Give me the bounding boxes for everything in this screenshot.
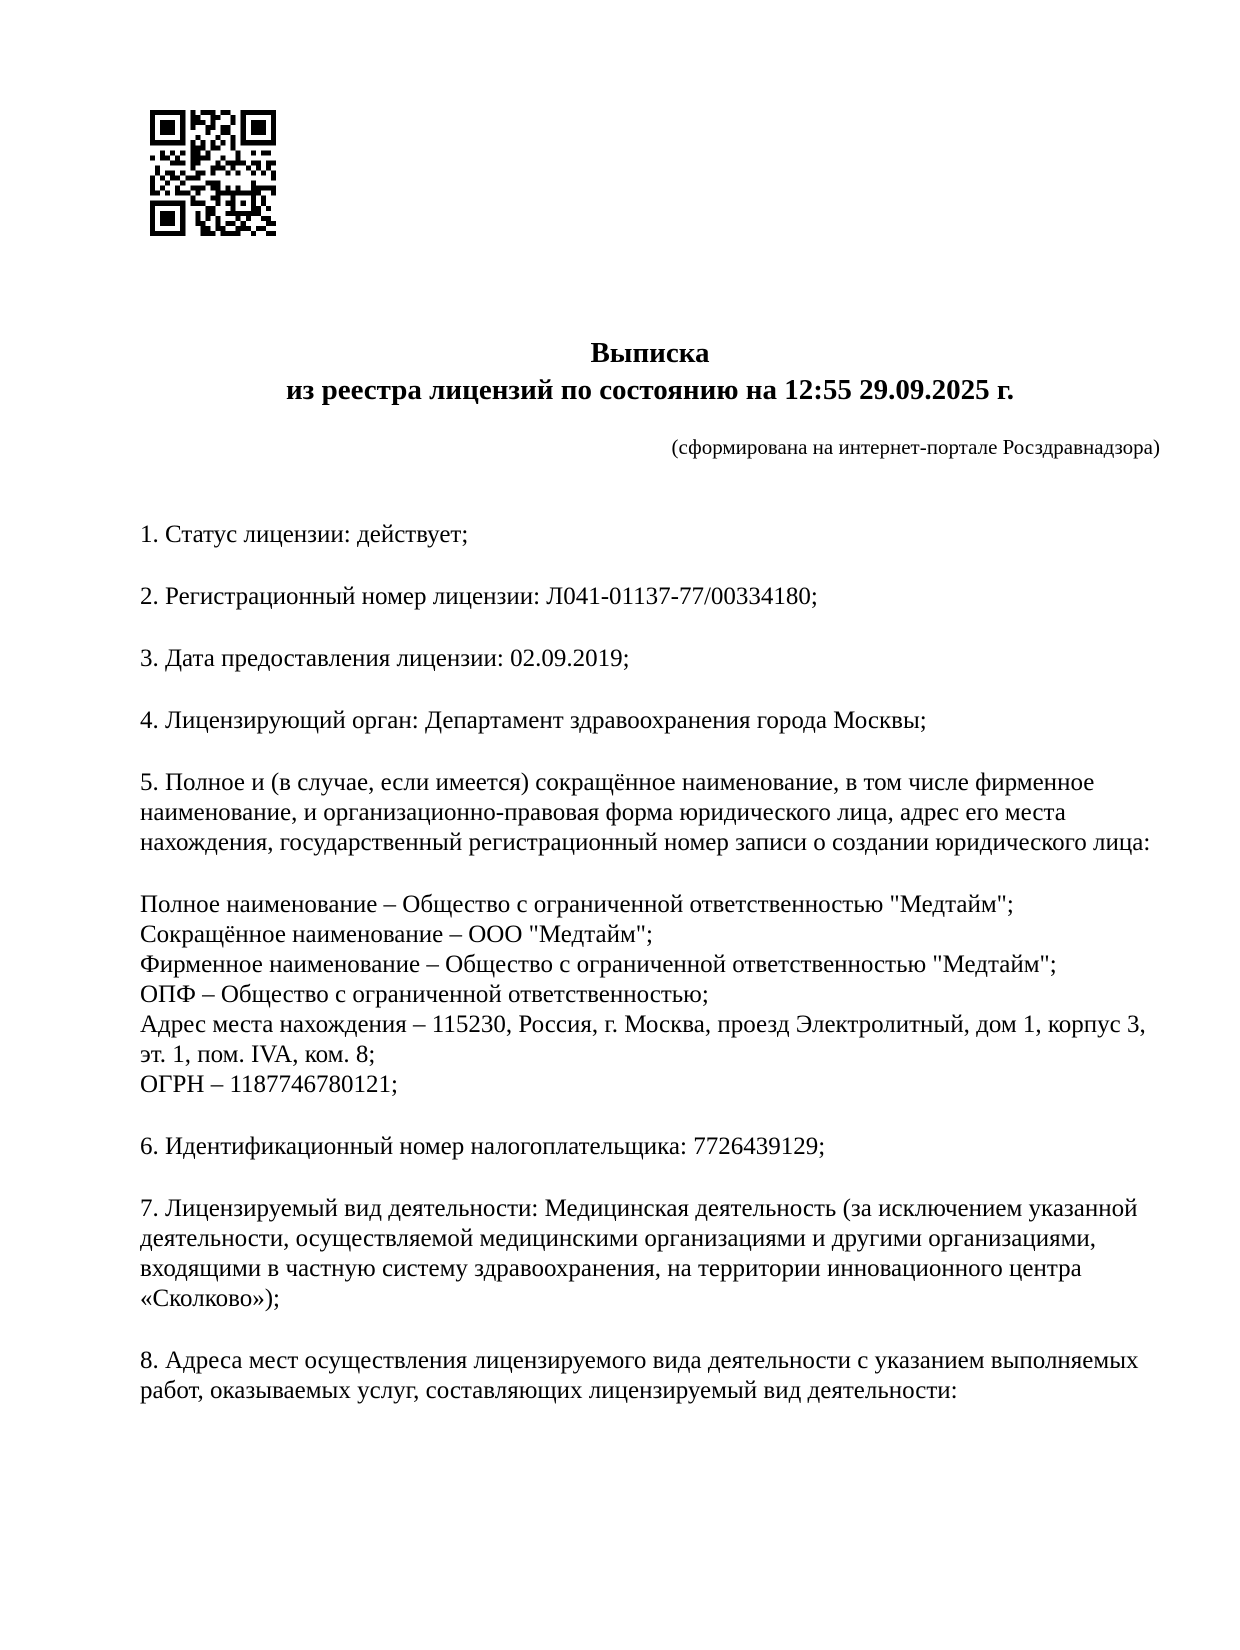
text-line: 6. Идентификационный номер налогоплательщика: 7726439129; <box>140 1133 826 1160</box>
title-line-2: из реестра лицензий по состоянию на 12:55 29.09.2025 г. <box>285 374 1015 406</box>
paragraph <box>140 520 1160 550</box>
text-line: Фирменное наименование – Общество с ограниченной ответственностью "Медтайм"; <box>140 951 1057 978</box>
qr-code-icon <box>150 110 276 236</box>
text-line: деятельности, осуществляемой медицинскими организациями и другими организациями, <box>140 1225 1097 1252</box>
text-line: ОПФ – Общество с ограниченной ответственностью; <box>140 981 709 1008</box>
text-line: 2. Регистрационный номер лицензии: Л041-01137-77/00334180; <box>140 583 818 610</box>
text-line: работ, оказываемых услуг, составляющих лицензируемый вид деятельности: <box>140 1377 958 1404</box>
text-line: Полное наименование – Общество с ограниченной ответственностью "Медтайм"; <box>140 891 1014 918</box>
text-line: 4. Лицензирующий орган: Департамент здравоохранения города Москвы; <box>140 707 927 734</box>
document-subtitle: (сформирована на интернет-портале Росздравнадзора) <box>671 435 1160 459</box>
text-line: 3. Дата предоставления лицензии: 02.09.2019; <box>140 645 630 672</box>
document-body <box>140 520 1160 1406</box>
paragraph <box>140 582 1160 612</box>
text-line: ОГРН – 1187746780121; <box>140 1071 398 1098</box>
qr-code-image <box>150 110 276 236</box>
paragraph <box>140 706 1160 736</box>
title-line-1: Выписка <box>590 337 710 369</box>
text-line: нахождения, государственный регистрационный номер записи о создании юридического лица: <box>140 829 1151 856</box>
paragraph <box>140 1132 1160 1162</box>
paragraph <box>140 890 1160 1100</box>
paragraph <box>140 1194 1160 1314</box>
text-line: эт. 1, пом. IVA, ком. 8; <box>140 1041 376 1068</box>
text-line: 5. Полное и (в случае, если имеется) сокращённое наименование, в том числе фирменное <box>140 769 1095 796</box>
text-line: Адрес места нахождения – 115230, Россия, г. Москва, проезд Электролитный, дом 1, корпус 3, <box>140 1011 1146 1038</box>
text-line: входящими в частную систему здравоохранения, на территории инновационного центра <box>140 1255 1082 1282</box>
paragraph <box>140 768 1160 858</box>
text-line: 8. Адреса мест осуществления лицензируемого вида деятельности с указанием выполняемых <box>140 1347 1139 1374</box>
text-line: «Сколково»); <box>140 1285 280 1312</box>
paragraph <box>140 644 1160 674</box>
document-title <box>140 0 1160 409</box>
text-line: 1. Статус лицензии: действует; <box>140 521 469 548</box>
text-line: наименование, и организационно-правовая форма юридического лица, адрес его места <box>140 799 1066 826</box>
paragraph <box>140 1346 1160 1406</box>
text-line: Сокращённое наименование – ООО "Медтайм"; <box>140 921 653 948</box>
text-line: 7. Лицензируемый вид деятельности: Медицинская деятельность (за исключением указанной <box>140 1195 1138 1222</box>
